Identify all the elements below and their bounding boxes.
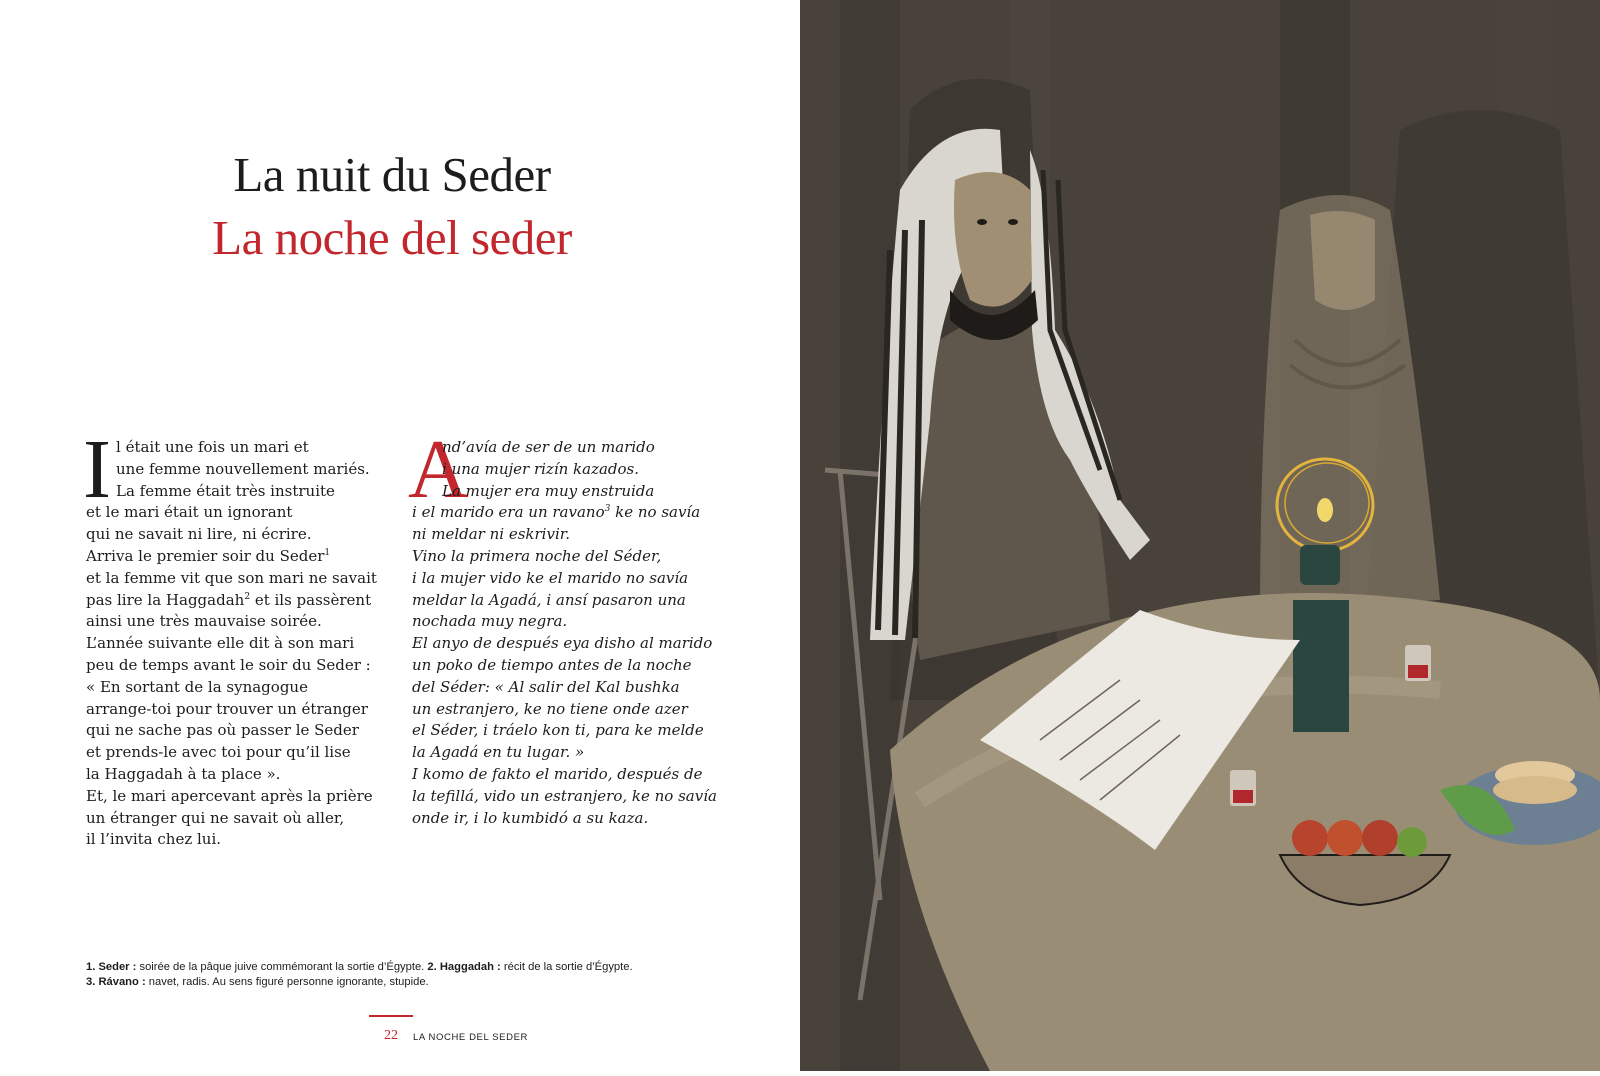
text-line: qui ne savait ni lire, ni écrire. [86,525,312,544]
text-line: el Séder, i tráelo kon ti, para ke melde [412,721,704,740]
footnote-ref: 1 [324,547,331,558]
text-line: del Séder: « Al salir del Kal bushka [412,677,680,696]
text-segment: ke no savía [610,503,701,522]
title-spanish: La noche del seder [212,210,572,265]
footnotes [86,960,726,990]
text-line: « En sortant de la synagogue [86,677,308,696]
text-line: ainsi une très mauvaise soirée. [86,612,322,631]
text-line [86,546,386,568]
text-line: nd’avía de ser de un marido [442,438,655,456]
text-line: la tefillá, vido un estranjero, ke no savía [412,786,717,805]
illustration-page [800,0,1600,1071]
text-segment: pas lire la Haggadah [86,590,245,609]
text-line: Vino la primera noche del Séder, [412,546,662,565]
text-segment: et ils passèrent [250,590,372,609]
text-line: une femme nouvellement mariés. [116,459,370,478]
text-line: onde ir, i lo kumbidó a su kaza. [412,808,649,827]
text-line [412,502,712,524]
footnote-ref: 2 [244,591,251,602]
text-line: i la mujer vido ke el marido no savía [412,568,689,587]
text-segment: i el marido era un ravano [412,503,605,522]
footnote-text: navet, radis. Au sens figuré personne ignorante, stupide. [145,976,429,988]
footnote-text: récit de la sortie d’Égypte. [500,961,633,973]
running-footer-spanish: LA NOCHE DEL SEDER [413,1032,528,1043]
footnote-line [86,975,726,990]
text-line: la Agadá en tu lugar. » [412,743,585,762]
text-line: La femme était très instruite [116,481,335,500]
text-line: El anyo de después eya disho al marido [412,634,713,653]
text-line: l était une fois un mari et [116,438,309,456]
text-line: arrange-toi pour trouver un étranger [86,699,368,718]
text-line: et la femme vit que son mari ne savait [86,568,377,587]
text-line: nochada muy negra. [412,612,568,631]
text-line: la Haggadah à ta place ». [86,764,281,783]
footnote-line [86,960,726,975]
footnote-label: 2. Haggadah : [427,961,501,973]
footnote-ref: 3 [604,504,611,515]
spanish-text-column [412,437,717,829]
text-line: qui ne sache pas où passer le Seder [86,721,359,740]
text-line: La mujer era muy enstruida [442,481,655,500]
page-number: 22 [384,1028,398,1043]
left-page [0,0,800,1071]
text-line: meldar la Agadá, i ansí pasaron una [412,590,686,609]
text-line: I komo de fakto el marido, después de [412,764,703,783]
text-line: i una mujer rizín kazados. [442,459,640,478]
text-line: il l’invita chez lui. [86,830,222,849]
text-line: L’année suivante elle dit à son mari [86,634,355,653]
text-line: et le mari était un ignorant [86,503,293,522]
seder-illustration [800,0,1600,1071]
text-line: un poko de tiempo antes de la noche [412,655,692,674]
text-line: un étranger qui ne savait où aller, [86,808,345,827]
footnote-label: 1. Seder : [86,961,137,973]
french-text-column [86,437,386,851]
dropcap-spanish: A [408,423,469,516]
footnote-text: soirée de la pâque juive commémorant la sortie d’Égypte. [136,961,428,973]
text-segment: Arriva le premier soir du Seder [86,546,325,565]
text-line: un estranjero, ke no tiene onde azer [412,699,688,718]
text-line: Et, le mari apercevant après la prière [86,786,373,805]
title-french: La nuit du Seder [233,147,551,202]
text-line [86,590,386,612]
footnote-label: 3. Rávano : [86,976,146,988]
footer-rule [369,1015,413,1017]
text-line: et prends-le avec toi pour qu’il lise [86,743,351,762]
text-line: ni meldar ni eskrivir. [412,525,571,544]
text-line: peu de temps avant le soir du Seder : [86,655,371,674]
dropcap-french: I [83,423,111,516]
